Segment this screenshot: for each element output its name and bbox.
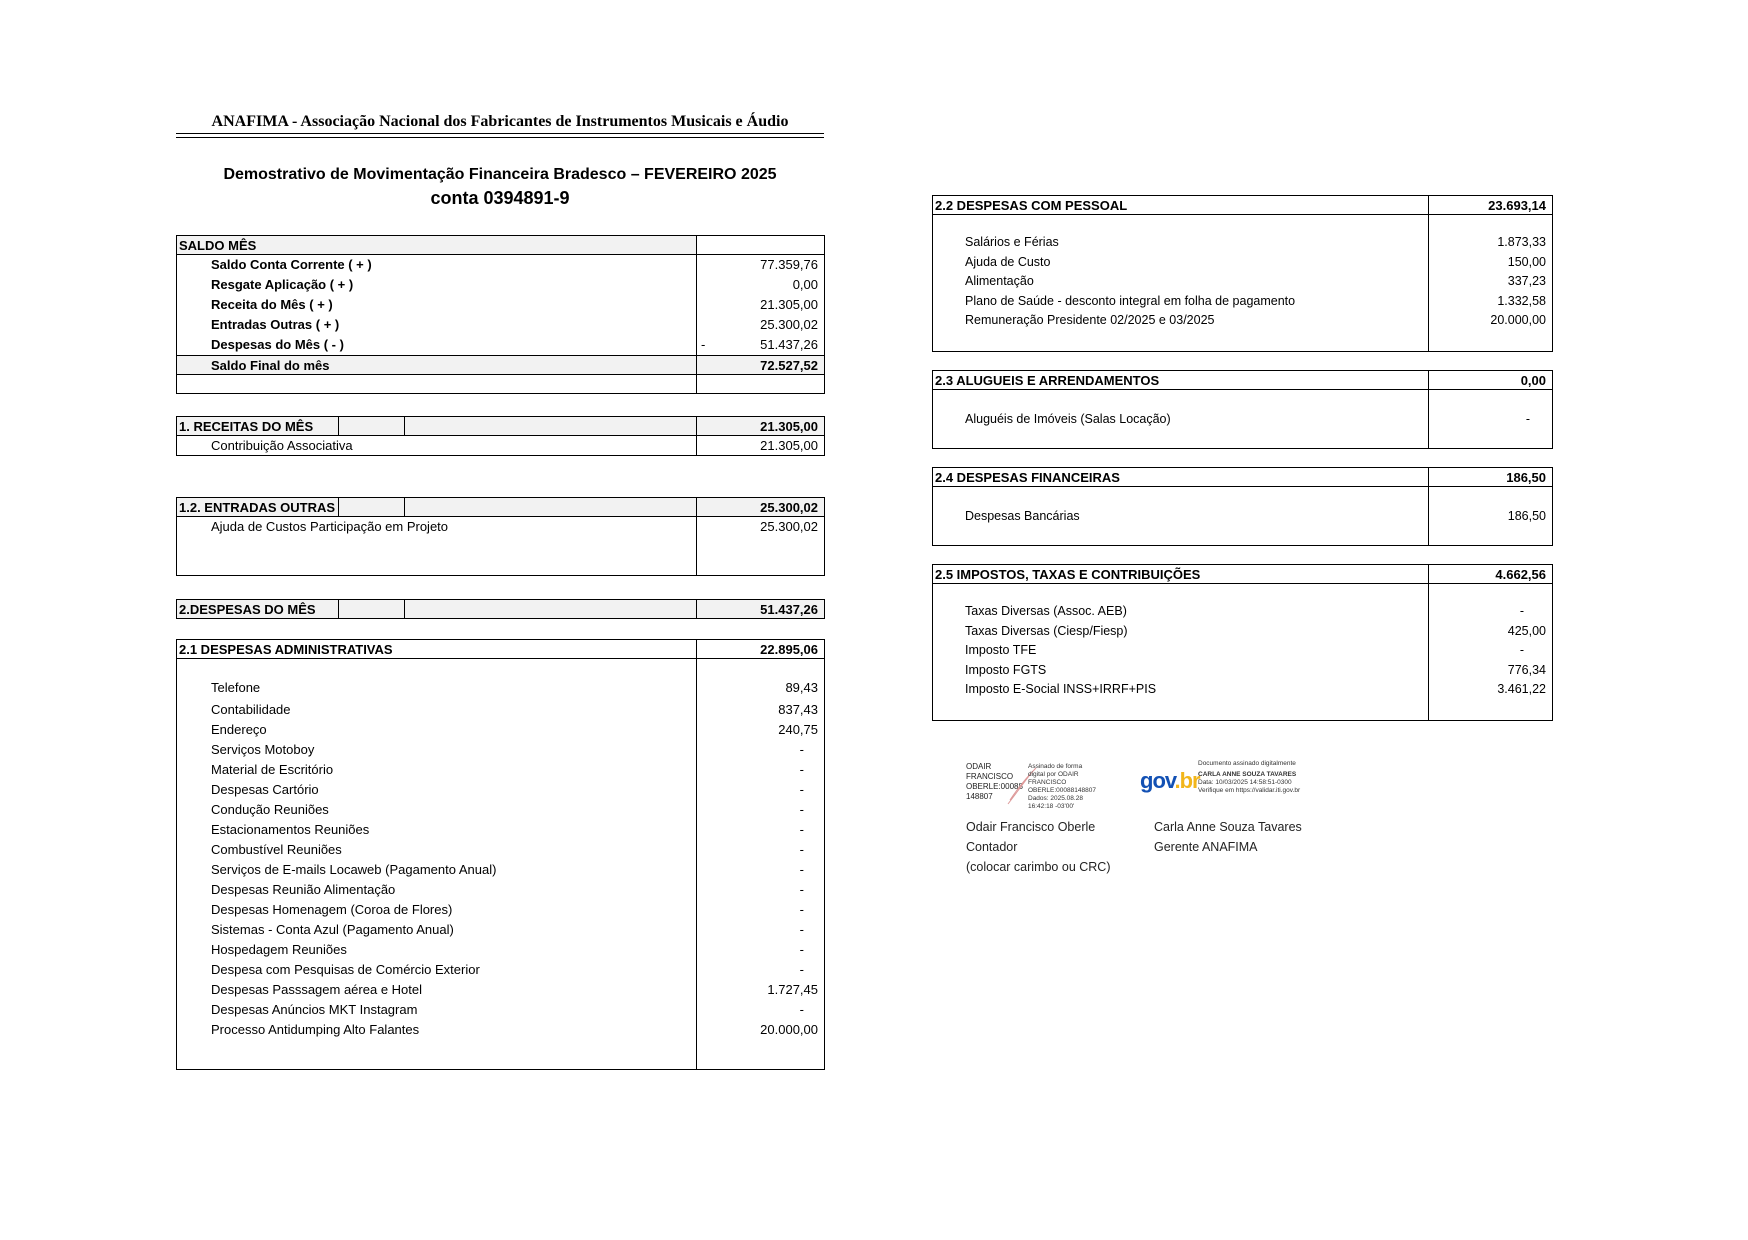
saldo-final-label: Saldo Final do mês [177,356,697,375]
govbr-detail-line: Documento assinado digitalmente [1198,760,1296,767]
admin-item-label: Condução Reuniões [211,802,329,817]
admin-item-label: Estacionamentos Reuniões [211,822,370,837]
impostos-item-label: Imposto TFE [965,643,1037,657]
stamp-detail-line: 16:42:18 -03'00' [1028,803,1075,810]
saldo-table [176,235,825,394]
admin-item-value: - [799,762,804,777]
receitas-item-label: Contribuição Associativa [177,436,697,456]
despesas-admin-labels [177,659,697,1070]
saldo-title: SALDO MÊS [177,236,697,255]
admin-item-label: Despesas Reunião Alimentação [211,882,396,897]
alugueis-title: 2.3 ALUGUEIS E ARRENDAMENTOS [933,371,1429,390]
alugueis-item-value: - [1429,390,1553,449]
saldo-row-label: Resgate Aplicação ( + ) [211,277,354,292]
stamp-detail-line: Assinado de forma [1028,763,1083,770]
account-number: conta 0394891-9 [430,188,570,208]
impostos-item-label: Imposto E-Social INSS+IRRF+PIS [965,682,1157,696]
admin-item-value: - [799,882,804,897]
saldo-row-value: 77.359,76 [760,257,818,272]
admin-item-label: Sistemas - Conta Azul (Pagamento Anual) [211,922,454,937]
saldo-empty-cell [177,375,697,394]
impostos-item-label: Taxas Diversas (Ciesp/Fiesp) [965,623,1128,638]
admin-item-value: - [799,782,804,797]
admin-item-label: Material de Escritório [211,762,334,777]
admin-item-label: Processo Antidumping Alto Falantes [211,1022,420,1037]
financeiras-total: 186,50 [1429,468,1553,487]
receitas-header-cell [405,417,697,436]
govbr-logo-gov: gov [1140,768,1175,793]
signer-name: Carla Anne Souza Tavares [1154,820,1302,834]
pessoal-item-value: 20.000,00 [1490,313,1546,327]
alugueis-item-label: Aluguéis de Imóveis (Salas Locação) [933,390,1429,449]
admin-item-label: Despesas Anúncios MKT Instagram [211,1002,418,1017]
impostos-values [1429,584,1553,721]
pessoal-total: 23.693,14 [1429,196,1553,215]
pessoal-item-label: Salários e Férias [965,235,1059,249]
admin-item-label: Despesas Passsagem aérea e Hotel [211,982,423,997]
admin-item-value: 89,43 [785,680,818,695]
govbr-detail-line: Data: 10/03/2025 14:58:51-0300 [1198,779,1292,786]
entradas-header-cell [405,498,697,517]
admin-item-label: Telefone [211,680,261,695]
impostos-item-label: Taxas Diversas (Assoc. AEB) [965,604,1127,618]
despesas-admin-values [697,659,825,1070]
saldo-labels [177,255,697,356]
saldo-final-value: 72.527,52 [697,356,825,375]
signer-role: Contador [966,840,1018,854]
entradas-title: 1.2. ENTRADAS OUTRAS [177,498,339,517]
despesas-admin-total: 22.895,06 [697,640,825,659]
signer-carla [1154,817,1302,857]
saldo-row-label: Saldo Conta Corrente ( + ) [211,257,372,272]
despesas-admin-table [176,639,825,1070]
saldo-header-value [697,236,825,255]
financeiras-item-value: 186,50 [1429,487,1553,546]
pessoal-item-label: Ajuda de Custo [965,254,1051,269]
document-title: Demostrativo de Movimentação Financeira Bradesco – FEVEREIRO 2025 [223,166,777,183]
stamp-details [1028,763,1098,811]
impostos-labels [933,584,1429,721]
alugueis-total: 0,00 [1429,371,1553,390]
receitas-item-value: 21.305,00 [697,436,825,456]
signer-role: Gerente ANAFIMA [1154,840,1258,854]
saldo-row-value: 0,00 [792,277,818,292]
impostos-table [932,564,1553,721]
pessoal-title: 2.2 DESPESAS COM PESSOAL [933,196,1429,215]
header-rule-bottom [176,137,824,138]
stamp-name-line: FRANCISCO [966,772,1014,781]
financeiras-table [932,467,1553,546]
admin-item-value: - [799,922,804,937]
saldo-row-value: 51.437,26 [760,337,818,352]
impostos-item-value: 3.461,22 [1497,682,1546,696]
pessoal-item-value: 1.873,33 [1497,235,1546,249]
govbr-detail-line: CARLA ANNE SOUZA TAVARES [1198,771,1297,778]
signer-name: Odair Francisco Oberle [966,820,1096,834]
stamp-detail-line: FRANCISCO [1028,779,1067,786]
admin-item-label: Contabilidade [211,701,291,717]
saldo-row-label: Receita do Mês ( + ) [211,297,333,312]
stamp-detail-line: Dados: 2025.08.28 [1028,795,1083,802]
govbr-detail-line: Verifique em https://validar.iti.gov.br [1198,787,1301,794]
admin-item-label: Serviços de E-mails Locaweb (Pagamento Anual) [211,862,497,877]
header-rule-top [176,133,824,134]
pessoal-item-label: Plano de Saúde - desconto integral em folha de pagamento [965,293,1296,308]
receitas-header-cell [339,417,405,436]
despesas-mes-title: 2.DESPESAS DO MÊS [177,600,339,619]
entradas-total: 25.300,02 [697,498,825,517]
signer-odair [966,817,1110,877]
admin-item-value: 1.727,45 [767,982,818,997]
receitas-table [176,416,825,456]
stamp-detail-line: digital por ODAIR [1028,771,1079,778]
admin-item-value: - [799,942,804,957]
impostos-title: 2.5 IMPOSTOS, TAXAS E CONTRIBUIÇÕES [933,565,1429,584]
stamp-name-line: OBERLE:00088 [966,782,1023,791]
despesas-mes-table [176,599,825,619]
pessoal-item-label: Remuneração Presidente 02/2025 e 03/2025 [965,313,1215,327]
saldo-row-label: Entradas Outras ( + ) [211,317,340,332]
admin-item-label: Combustível Reuniões [211,842,342,857]
admin-item-label: Despesa com Pesquisas de Comércio Exterior [211,962,480,977]
despesas-mes-header-cell [339,600,405,619]
saldo-row-value: 25.300,02 [760,317,818,332]
pessoal-item-label: Alimentação [965,274,1034,288]
admin-item-value: - [799,902,804,917]
financeiras-item-label: Despesas Bancárias [933,487,1429,546]
pessoal-item-value: 337,23 [1507,274,1546,288]
stamp-name-line: 148807 [966,792,993,801]
alugueis-table [932,370,1553,449]
stamp-detail-line: OBERLE:00088148807 [1028,787,1096,794]
despesas-mes-header-cell [405,600,697,619]
admin-item-value: - [799,742,804,757]
entradas-table [176,497,825,576]
entradas-item-label: Ajuda de Custos Participação em Projeto [177,517,697,576]
financeiras-title: 2.4 DESPESAS FINANCEIRAS [933,468,1429,487]
impostos-item-value: - [1519,643,1524,657]
despesas-mes-total: 51.437,26 [697,600,825,619]
pessoal-labels [933,215,1429,352]
admin-item-value: - [799,842,804,857]
saldo-empty-cell [697,375,825,394]
negative-sign: - [701,337,706,352]
admin-item-label: Hospedagem Reuniões [211,942,347,957]
govbr-details [1198,760,1338,795]
pessoal-values [1429,215,1553,352]
despesas-admin-title: 2.1 DESPESAS ADMINISTRATIVAS [177,640,697,659]
stamp-name-line: ODAIR [966,762,992,771]
saldo-row-label: Despesas do Mês ( - ) [211,337,344,352]
admin-item-value: - [799,962,804,977]
signer-note: (colocar carimbo ou CRC) [966,860,1111,874]
admin-item-label: Endereço [211,722,267,737]
receitas-total: 21.305,00 [697,417,825,436]
govbr-logo-br: .br [1174,768,1200,793]
admin-item-value: 837,43 [778,701,818,717]
admin-item-value: 240,75 [778,722,818,737]
admin-item-value: 20.000,00 [760,1022,818,1037]
entradas-header-cell [339,498,405,517]
saldo-row-value: 21.305,00 [760,297,818,312]
admin-item-value: - [799,862,804,877]
saldo-values [697,255,825,356]
impostos-item-label: Imposto FGTS [965,662,1047,677]
admin-item-label: Despesas Cartório [211,782,319,797]
admin-item-label: Despesas Homenagem (Coroa de Flores) [211,902,453,917]
impostos-total: 4.662,56 [1429,565,1553,584]
organization-name: ANAFIMA - Associação Nacional dos Fabricantes de Instrumentos Musicais e Áudio [211,113,789,130]
pessoal-item-value: 1.332,58 [1497,293,1546,308]
impostos-item-value: 776,34 [1507,662,1546,677]
impostos-item-value: - [1519,604,1524,618]
impostos-item-value: 425,00 [1507,623,1546,638]
govbr-logo-icon [1140,768,1200,794]
receitas-title: 1. RECEITAS DO MÊS [177,417,339,436]
admin-item-value: - [799,802,804,817]
despesas-pessoal-table [932,195,1553,352]
entradas-item-value: 25.300,02 [697,517,825,576]
admin-item-value: - [799,1002,804,1017]
admin-item-value: - [799,822,804,837]
admin-item-label: Serviços Motoboy [211,742,315,757]
pessoal-item-value: 150,00 [1507,254,1546,269]
